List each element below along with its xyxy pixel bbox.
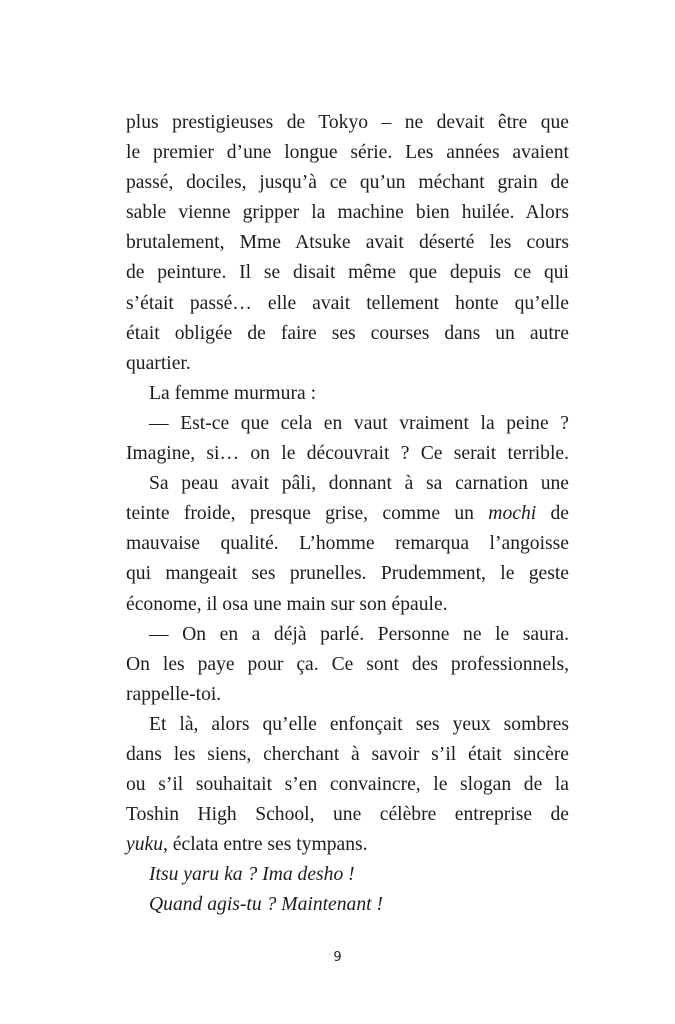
text-line: économe, il osa une main sur son épaule. [126,593,448,615]
text-segment: , éclata entre ses tympans. [163,834,368,856]
text-line: — Est-ce que cela en vaut vraiment la peine ? [149,412,569,434]
text-line: mauvaise qualité. L’homme remarqua l’angoisse [126,533,569,555]
text-line-mixed [126,499,569,529]
text-line: Et là, alors qu’elle enfonçait ses yeux sombres [149,713,569,735]
text-line: Itsu yaru ka ? Ima desho ! [149,864,355,886]
text-line: Toshin High School, une célèbre entreprise de [126,804,569,826]
text-line: de peinture. Il se disait même que depuis ce qui [126,262,569,284]
text-segment: de [536,503,569,525]
italic-word: yuku [126,834,163,856]
text-line-mixed [126,830,569,860]
text-line: ou s’il souhaitait s’en convaincre, le slogan de la [126,774,569,796]
text-line: brutalement, Mme Atsuke avait déserté les cours [126,232,569,254]
text-line: le premier d’une longue série. Les années avaient [126,142,569,164]
body-text [126,108,569,921]
text-line: La femme murmura : [149,382,317,404]
text-line: Quand agis-tu ? Maintenant ! [149,894,384,916]
text-line: plus prestigieuses de Tokyo – ne devait être que [126,112,569,133]
text-line: était obligée de faire ses courses dans un autre [126,322,569,344]
text-line: quartier. [126,352,191,374]
text-line: passé, dociles, jusqu’à ce qu’un méchant grain de [126,172,569,194]
text-line: dans les siens, cherchant à savoir s’il était sincère [126,743,569,765]
text-line: rappelle-toi. [126,683,222,705]
text-segment: teinte froide, presque grise, comme un [126,503,474,525]
text-line: Imagine, si… on le découvrait ? Ce serait terrible. [126,443,569,465]
text-line: s’était passé… elle avait tellement honte qu’elle [126,292,569,314]
text-line: On les paye pour ça. Ce sont des professionnels, [126,653,569,675]
text-line: qui mangeait ses prunelles. Prudemment, le geste [126,563,569,585]
text-line: sable vienne gripper la machine bien huilée. Alors [126,202,569,224]
text-line: — On en a déjà parlé. Personne ne le saura. [149,623,569,645]
italic-word: mochi [488,503,537,525]
page-number: 9 [333,950,342,965]
text-line: Sa peau avait pâli, donnant à sa carnation une [149,473,569,495]
